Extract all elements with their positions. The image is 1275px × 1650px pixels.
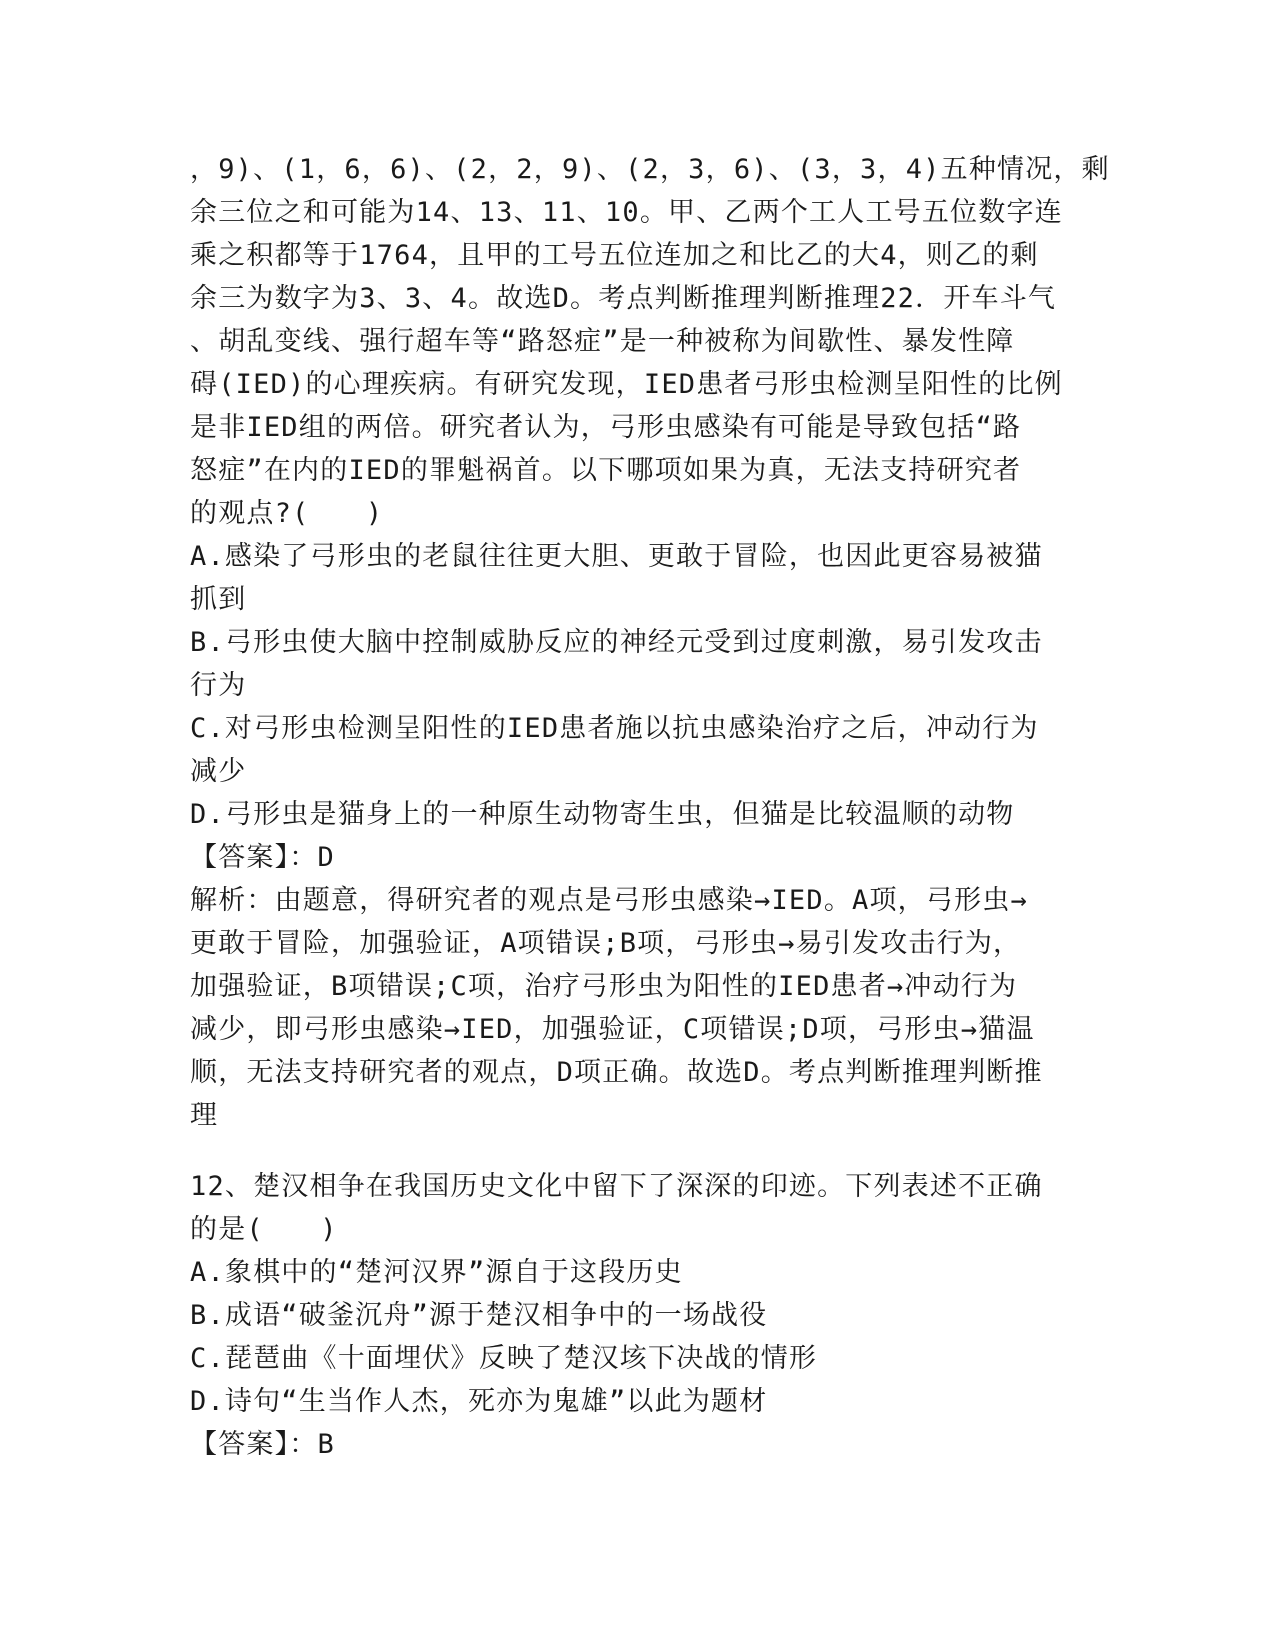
- text-line: 的观点?( ): [190, 498, 384, 529]
- option-a: A.感染了弓形虫的老鼠往往更大胆、更敢于冒险，也因此更容易被猫: [190, 541, 1043, 572]
- question-stem: 12、楚汉相争在我国历史文化中留下了深深的印迹。下列表述不正确: [190, 1171, 1043, 1202]
- text-line: 碍(IED)的心理疾病。有研究发现，IED患者弓形虫检测呈阳性的比例: [190, 369, 1063, 400]
- analysis-line: 加强验证，B项错误;C项，治疗弓形虫为阳性的IED患者→冲动行为: [190, 971, 1018, 1002]
- option-b: B.成语“破釜沉舟”源于楚汉相争中的一场战役: [190, 1300, 768, 1331]
- option-c: C.对弓形虫检测呈阳性的IED患者施以抗虫感染治疗之后，冲动行为: [190, 713, 1039, 744]
- text-line: 乘之积都等于1764，且甲的工号五位连加之和比乙的大4，则乙的剩: [190, 240, 1039, 271]
- option-c-cont: 减少: [190, 756, 247, 787]
- text-line: 怒症”在内的IED的罪魁祸首。以下哪项如果为真，无法支持研究者: [190, 455, 1022, 486]
- text-line: 是非IED组的两倍。研究者认为，弓形虫感染有可能是导致包括“路: [190, 412, 1022, 443]
- option-c: C.琵琶曲《十面埋伏》反映了楚汉垓下决战的情形: [190, 1343, 818, 1374]
- analysis-line: 顺，无法支持研究者的观点，D项正确。故选D。考点判断推理判断推: [190, 1057, 1043, 1088]
- option-d: D.弓形虫是猫身上的一种原生动物寄生虫，但猫是比较温顺的动物: [190, 799, 1015, 830]
- option-d: D.诗句“生当作人杰，死亦为鬼雄”以此为题材: [190, 1386, 768, 1417]
- text-line: 余三位之和可能为14、13、11、10。甲、乙两个工人工号五位数字连: [190, 197, 1063, 228]
- text-line: 、胡乱变线、强行超车等“路怒症”是一种被称为间歇性、暴发性障: [190, 326, 1015, 357]
- question-block-12: [190, 1165, 1090, 1466]
- answer-line: 【答案】：D: [190, 842, 335, 873]
- analysis-line: 减少，即弓形虫感染→IED，加强验证，C项错误;D项，弓形虫→猫温: [190, 1014, 1035, 1045]
- question-stem-cont: 的是( ): [190, 1214, 338, 1245]
- analysis-line: 更敢于冒险，加强验证，A项错误;B项，弓形虫→易引发攻击行为，: [190, 928, 1022, 959]
- analysis-line: 理: [190, 1100, 219, 1131]
- option-a: A.象棋中的“楚河汉界”源自于这段历史: [190, 1257, 683, 1288]
- option-a-cont: 抓到: [190, 584, 247, 615]
- text-line: 余三为数字为3、3、4。故选D。考点判断推理判断推理22．开车斗气: [190, 283, 1057, 314]
- option-b: B.弓形虫使大脑中控制威胁反应的神经元受到过度刺激，易引发攻击: [190, 627, 1043, 658]
- option-b-cont: 行为: [190, 670, 247, 701]
- text-line: ，9)、(1，6，6)、(2，2，9)、(2，3，6)、(3，3，4)五种情况，剩: [190, 154, 1110, 185]
- answer-line: 【答案】：B: [190, 1429, 335, 1460]
- question-block-22: [190, 148, 1110, 1137]
- analysis-line: 解析：由题意，得研究者的观点是弓形虫感染→IED。A项，弓形虫→: [190, 885, 1028, 916]
